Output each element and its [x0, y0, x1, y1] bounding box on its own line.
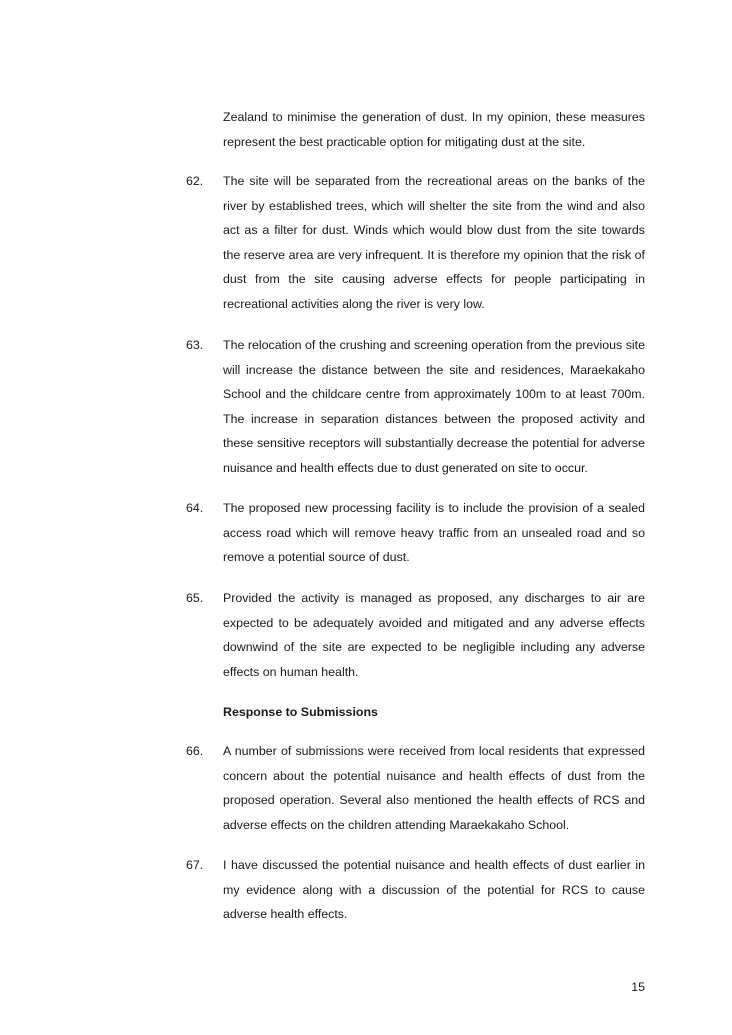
paragraph-number-63: 63.: [186, 338, 204, 352]
paragraph-62: The site will be separated from the recreational areas on the banks of the river by established trees, which will shelter the site from the wind and also act as a filter for dust. Winds which would blow dust from the site towards the reserve area are very infrequent. It is therefore my opinion that the risk of dust from the site causing adverse effects for people participating in recreational activities along the river is very low.: [223, 174, 645, 311]
paragraph-number-65: 65.: [186, 591, 204, 605]
page-number: 15: [631, 980, 645, 994]
paragraph-66: A number of submissions were received from local residents that expressed concern about the potential nuisance and health effects of dust from the proposed operation. Several also mentioned the health effects of RCS and adverse effects on the children attending Maraekakaho School.: [223, 744, 645, 832]
section-heading: Response to Submissions: [223, 705, 378, 719]
paragraph-number-67: 67.: [186, 858, 204, 872]
paragraph-67: I have discussed the potential nuisance and health effects of dust earlier in my evidence along with a discussion of the potential for RCS to cause adverse health effects.: [223, 858, 645, 922]
paragraph-number-64: 64.: [186, 501, 204, 515]
paragraph-65: Provided the activity is managed as proposed, any discharges to air are expected to be adequately avoided and mitigated and any adverse effects downwind of the site are expected to be negligible including any adverse effects on human health.: [223, 591, 645, 679]
paragraph-64: The proposed new processing facility is to include the provision of a sealed access road which will remove heavy traffic from an unsealed road and so remove a potential source of dust.: [223, 501, 645, 565]
paragraph-number-66: 66.: [186, 744, 204, 758]
paragraph-number-62: 62.: [186, 174, 204, 188]
paragraph-63: The relocation of the crushing and screening operation from the previous site will increase the distance between the site and residences, Maraekakaho School and the childcare centre from approximately 100m to at least 700m. The increase in separation distances between the proposed activity and these sensitive receptors will substantially decrease the potential for adverse nuisance and health effects due to dust generated on site to occur.: [223, 338, 645, 475]
continuation-paragraph: Zealand to minimise the generation of dust. In my opinion, these measures represent the best practicable option for mitigating dust at the site.: [223, 110, 645, 149]
